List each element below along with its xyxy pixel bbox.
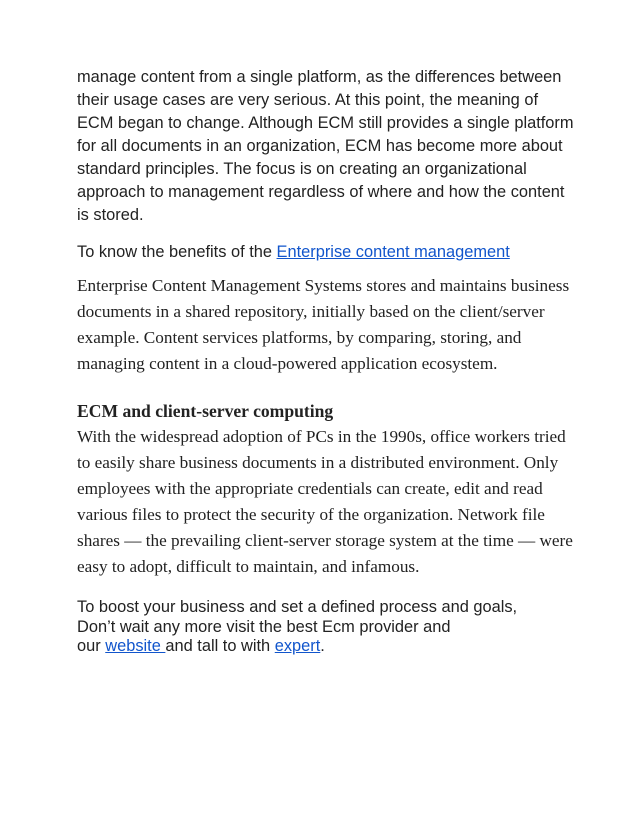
cta-our-text: our xyxy=(77,637,106,655)
paragraph-benefits xyxy=(77,241,577,264)
paragraph-client-server: With the widespread adoption of PCs in the 1990s, office workers tried to easily share business documents in a distributed environment. Only employees with the appropriate credentials can create, edit and read various files to protect the security of the organization. Network file shares — the prevailing client-server storage system at the time — were easy to adopt, difficult to maintain, and infamous. xyxy=(77,427,573,576)
website-link[interactable]: website xyxy=(105,637,166,655)
cta-end-text: . xyxy=(320,637,325,655)
paragraph-ecm-meaning: manage content from a single platform, as the differences between their usage cases are very serious. At this point, the meaning of ECM began to change. Although ECM still provides a single platform for all documents in an organization, ECM has become more about standard principles. The focus is on creating an organizational approach to management regardless of where and how the content is stored. xyxy=(77,68,574,224)
expert-link[interactable]: expert xyxy=(274,637,321,655)
cta-line-1: To boost your business and set a defined process and goals, xyxy=(77,598,518,616)
benefits-prefix-text: To know the benefits of the xyxy=(77,243,277,261)
paragraph-call-to-action xyxy=(77,598,577,657)
cta-line-2: Don’t wait any more visit the best Ecm provider and xyxy=(77,617,451,636)
paragraph-ecm-systems: Enterprise Content Management Systems stores and maintains business documents in a shared repository, initially based on the client/server example. Content services platforms, by comparing, storing, and managing content in a cloud-powered application ecosystem. xyxy=(77,276,570,373)
document-page xyxy=(77,66,577,657)
cta-mid-text: and tall to with xyxy=(165,637,275,655)
section-heading: ECM and client-server computing xyxy=(77,401,334,421)
enterprise-content-management-link[interactable]: Enterprise content management xyxy=(276,243,510,261)
